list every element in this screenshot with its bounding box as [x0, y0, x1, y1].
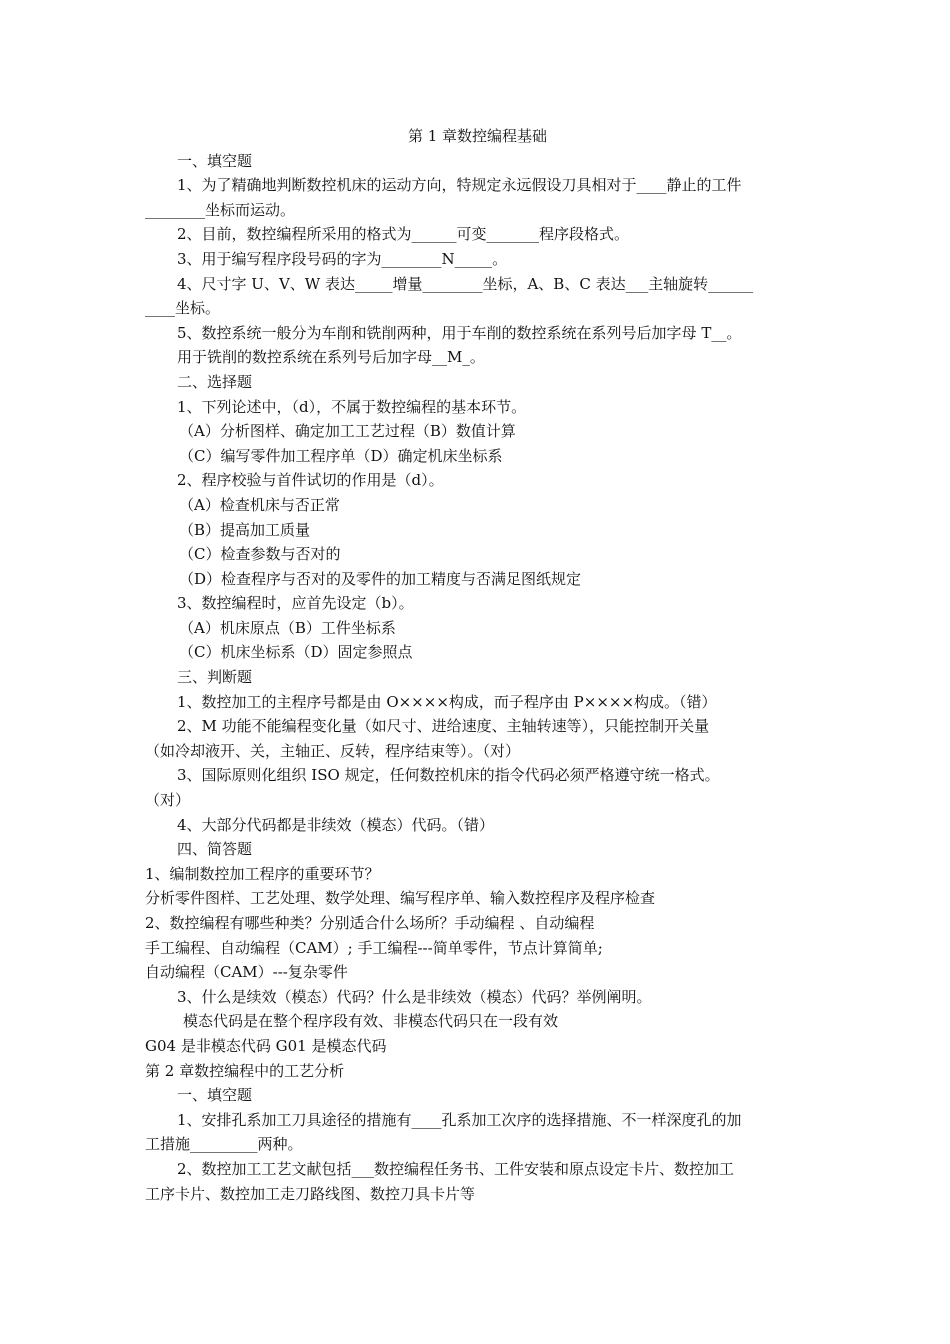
chapter-2-title: 第 2 章数控编程中的工艺分析 [145, 1061, 345, 1080]
question-text: 2、数控加工工艺文献包括___数控编程任务书、工件安装和原点设定卡片、数控加工 [177, 1159, 735, 1178]
question-text: ____坐标。 [145, 299, 221, 318]
choice-option: （B）提高加工质量 [179, 520, 311, 539]
section-judge-heading: 三、判断题 [177, 668, 253, 687]
section-fill-in-heading: 一、填空题 [177, 151, 253, 170]
question-text: （对） [145, 791, 191, 810]
question-text: 1、安排孔系加工刀具途径的措施有____孔系加工次序的选择措施、不一样深度孔的加 [177, 1110, 742, 1129]
question-text: 2、目前，数控编程所采用的格式为______可变_______程序段格式。 [177, 225, 630, 244]
question-text: 工措施_________两种。 [145, 1135, 303, 1154]
chapter-1-title: 第 1 章数控编程基础 [407, 127, 548, 145]
question-text: 2、M 功能不能编程变化量（如尺寸、进给速度、主轴转速等），只能控制开关量 [177, 717, 710, 736]
question-text: ________坐标而运动。 [145, 200, 296, 219]
question-text: 用于铣削的数控系统在系列号后加字母__M_。 [177, 348, 485, 367]
choice-option: （C）机床坐标系（D）固定参照点 [179, 643, 413, 662]
question-text: 4、大部分代码都是非续效（模态）代码。（错） [177, 815, 495, 834]
question-text: 3、用于编写程序段号码的字为________N_____。 [177, 249, 508, 268]
section-short-answer-heading: 四、简答题 [177, 840, 253, 859]
answer-text: G04 是非模态代码 G01 是模态代码 [145, 1036, 387, 1055]
choice-option: （C）检查参数与否对的 [179, 545, 341, 564]
choice-option: （A）检查机床与否正常 [179, 495, 340, 514]
answer-text: 自动编程（CAM）---复杂零件 [145, 963, 348, 982]
question-text: 1、为了精确地判断数控机床的运动方向，特规定永远假设刀具相对于____静止的工件 [177, 176, 742, 195]
answer-text: 分析零件图样、工艺处理、数学处理、编写程序单、输入数控程序及程序检查 [145, 889, 656, 908]
question-text: 2、数控编程有哪些种类？分别适合什么场所？手动编程 、自动编程 [145, 914, 595, 932]
question-text: 1、下列论述中，（d），不属于数控编程的基本环节。 [177, 397, 527, 416]
document-body [145, 124, 810, 1206]
choice-option: （C）编写零件加工程序单（D）确定机床坐标系 [179, 446, 503, 465]
question-text: 2、程序校验与首件试切的作用是（d）。 [177, 471, 444, 490]
question-text: 1、数控加工的主程序号都是由 O××××构成，而子程序由 P××××构成。（错） [177, 692, 717, 711]
question-text: 4、尺寸字 U、V、W 表达_____增量________坐标，A、B、C 表达___主轴旋转______ [177, 274, 754, 293]
choice-option: （A）机床原点（B）工件坐标系 [179, 618, 396, 637]
question-text: 3、数控编程时，应首先设定（b）。 [177, 594, 414, 613]
answer-text: 模态代码是在整个程序段有效、非模态代码只在一段有效 [183, 1012, 559, 1031]
choice-option: （A）分析图样、确定加工工艺过程（B）数值计算 [179, 422, 516, 441]
section-choice-heading: 二、选择题 [177, 372, 253, 391]
question-text: （如冷却液开、关，主轴正、反转，程序结束等）。（对） [145, 741, 521, 760]
question-text: 工序卡片、数控加工走刀路线图、数控刀具卡片等 [145, 1184, 476, 1203]
question-text: 5、数控系统一般分为车削和铣削两种，用于车削的数控系统在系列号后加字母 T__。 [177, 323, 742, 342]
choice-option: （D）检查程序与否对的及零件的加工精度与否满足图纸规定 [179, 569, 582, 588]
question-text: 3、什么是续效（模态）代码？什么是非续效（模态）代码？举例阐明。 [177, 987, 652, 1006]
answer-text: 手工编程、自动编程（CAM）; 手工编程---简单零件，节点计算简单; [145, 938, 603, 957]
question-text: 3、国际原则化组织 ISO 规定，任何数控机床的指令代码必须严格遵守统一格式。 [177, 766, 720, 785]
section-fill-in-heading: 一、填空题 [177, 1086, 253, 1105]
question-text: 1、编制数控加工程序的重要环节？ [145, 864, 380, 883]
